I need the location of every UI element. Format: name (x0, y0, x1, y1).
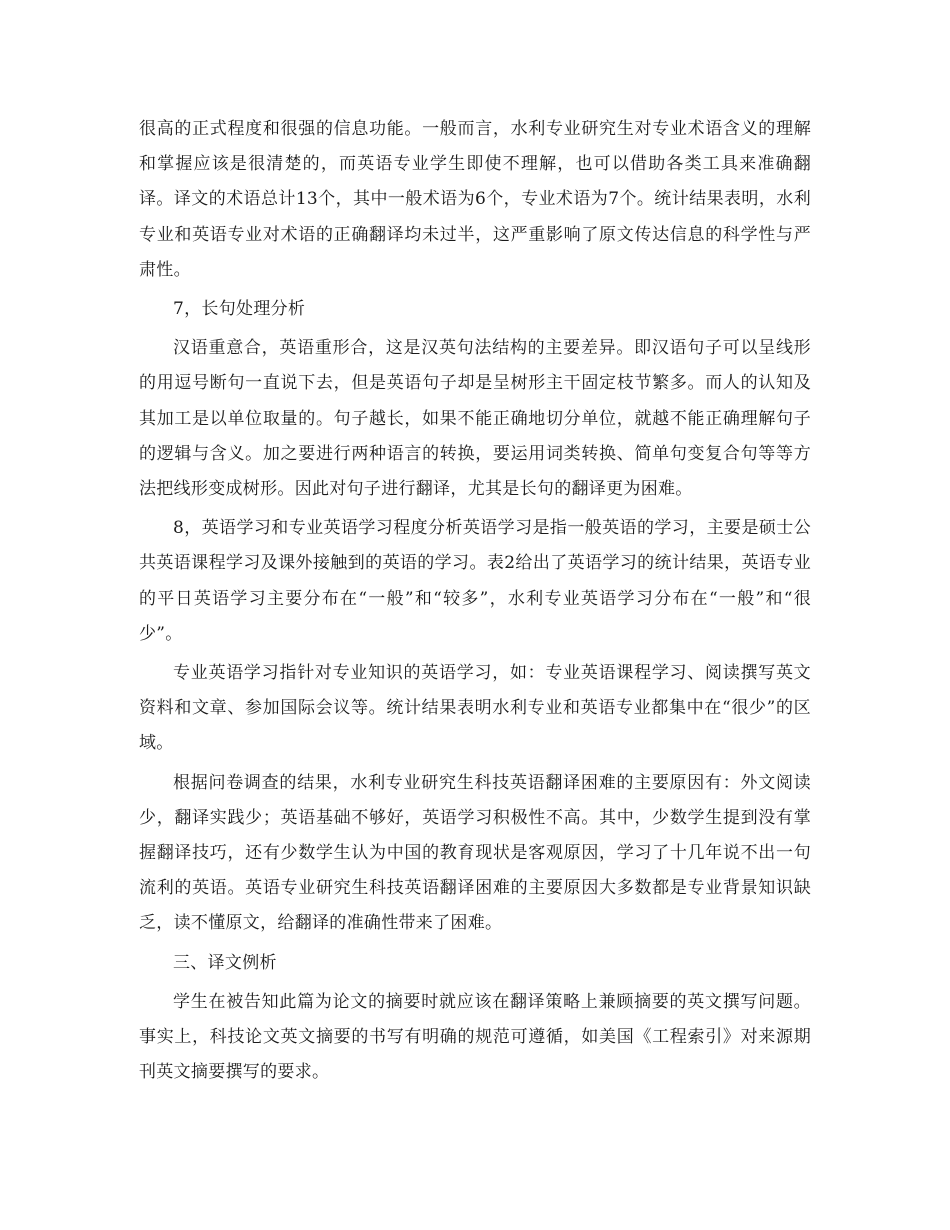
paragraph-professional-english: 专业英语学习指针对专业知识的英语学习，如：专业英语课程学习、阅读撰写英文资料和文章、参加国际会议等。统计结果表明水利专业和英语专业都集中在“很少”的区域。 (139, 663, 811, 754)
heading-translation-examples: 三、译文例析 (173, 952, 277, 973)
document-body (139, 112, 811, 1090)
paragraph-english-learning: 8，英语学习和专业英语学习程度分析英语学习是指一般英语的学习，主要是硕士公共英语课程学习及课外接触到的英语的学习。表2给出了英语学习的统计结果，英语专业的平日英语学习主要分布在“一般”和“较多”，水利专业英语学习分布在“一般”和“很少”。 (139, 518, 811, 644)
heading-long-sentence-analysis: 7，长句处理分析 (173, 299, 306, 320)
paragraph-long-sentence: 汉语重意合，英语重形合，这是汉英句法结构的主要差异。即汉语句子可以呈线形的用逗号断句一直说下去，但是英语句子却是呈树形主干固定枝节繁多。而人的认知及其加工是以单位取量的。句子越长，如果不能正确地切分单位，就越不能正确理解句子的逻辑与含义。加之要进行两种语言的转换，要运用词类转换、简单句变复合句等等方法把线形变成树形。因此对句子进行翻译，尤其是长句的翻译更为困难。 (139, 338, 811, 500)
paragraph-abstract-translation: 学生在被告知此篇为论文的摘要时就应该在翻译策略上兼顾摘要的英文撰写问题。事实上，科技论文英文摘要的书写有明确的规范可遵循，如美国《工程索引》对来源期刊英文摘要撰写的要求。 (139, 991, 811, 1083)
paragraph-survey-results: 根据问卷调查的结果，水利专业研究生科技英语翻译困难的主要原因有：外文阅读少，翻译实践少；英语基础不够好，英语学习积极性不高。其中，少数学生提到没有掌握翻译技巧，还有少数学生认为中国的教育现状是客观原因，学习了十几年说不出一句流利的英语。英语专业研究生科技英语翻译困难的主要原因大多数都是专业背景知识缺乏，读不懂原文，给翻译的准确性带来了困难。 (139, 772, 811, 934)
paragraph-terminology-continued: 很高的正式程度和很强的信息功能。一般而言，水利专业研究生对专业术语含义的理解和掌握应该是很清楚的，而英语专业学生即使不理解，也可以借助各类工具来准确翻译。译文的术语总计13个，其中一般术语为6个，专业术语为7个。统计结果表明，水利专业和英语专业对术语的正确翻译均未过半，这严重影响了原文传达信息的科学性与严肃性。 (139, 119, 811, 280)
